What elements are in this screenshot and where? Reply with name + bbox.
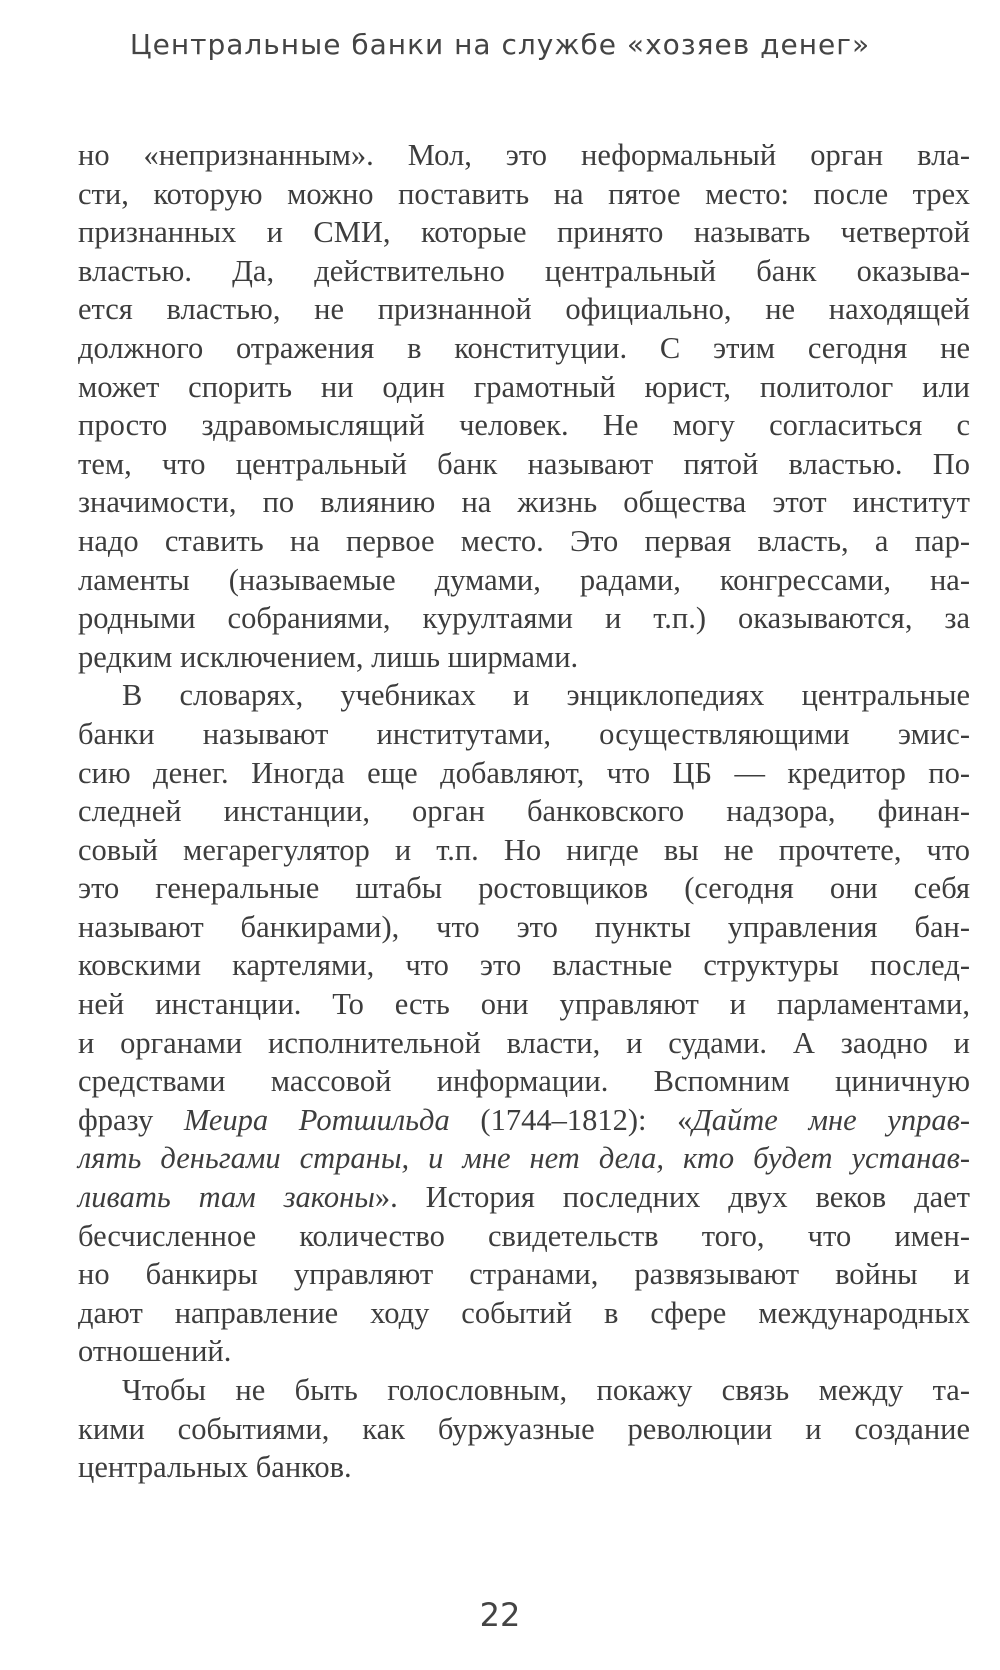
text-line: В словарях, учебниках и энциклопедиях центральные — [122, 678, 970, 713]
quoted-person-name: Меира Ротшильда — [183, 1102, 450, 1137]
paragraph-2 — [78, 676, 970, 1371]
text-line: но «непризнанным». Мол, это неформальный орган вла- — [78, 138, 970, 172]
text-line: признанных и СМИ, которые принято называть четвертой — [78, 215, 970, 250]
text-line: должного отражения в конституции. С этим сегодня не — [78, 330, 970, 365]
text-line: родными собраниями, курултаями и т.п.) оказываются, за — [78, 601, 970, 636]
body-text — [78, 136, 970, 1487]
text-line: это генеральные штабы ростовщиков (сегодня они себя — [78, 871, 970, 906]
text-line: тем, что центральный банк называют пятой властью. По — [78, 446, 970, 481]
running-header: Центральные банки на службе «хозяев денег» — [129, 28, 871, 61]
text-line: совый мегарегулятор и т.п. Но нигде вы не прочтете, что — [78, 832, 970, 867]
text-line: но банкиры управляют странами, развязывают войны и — [78, 1257, 970, 1292]
text-line: и органами исполнительной власти, и судами. А заодно и — [78, 1025, 970, 1060]
text-line: властью. Да, действительно центральный банк оказыва- — [78, 253, 970, 288]
paragraph-3 — [78, 1371, 970, 1487]
quote-text: Дайте мне управ- — [692, 1102, 970, 1137]
text-line-quote-end — [78, 1178, 970, 1217]
quote-lead-text: фразу — [78, 1102, 184, 1137]
text-line: ламенты (называемые думами, радами, конгрессами, на- — [78, 562, 970, 597]
text-line: банки называют институтами, осуществляющими эмис- — [78, 716, 970, 751]
text-line: ется властью, не признанной официально, не находящей — [78, 292, 970, 327]
text-line: средствами массовой информации. Вспомним циничную — [78, 1064, 970, 1099]
text-line: бесчисленное количество свидетельств того, что имен- — [78, 1218, 970, 1253]
text-line: просто здравомыслящий человек. Не могу согласиться с — [78, 408, 970, 443]
text-line: отношений. — [78, 1334, 232, 1369]
text-line: может спорить ни один грамотный юрист, политолог или — [78, 369, 970, 404]
text-line: сию денег. Иногда еще добавляют, что ЦБ — кредитор по- — [78, 755, 970, 790]
text-line: дают направление ходу событий в сфере международных — [78, 1295, 970, 1330]
quote-text: ливать там законы — [78, 1180, 375, 1215]
quote-text: лять деньгами страны, и мне нет дела, кто будет устанав- — [78, 1141, 970, 1176]
text-line: надо ставить на первое место. Это первая власть, а пар- — [78, 523, 970, 558]
text-line-quote-start — [78, 1101, 970, 1140]
quote-trail-text: ». История последних двух веков дает — [374, 1180, 970, 1215]
text-line: следней инстанции, орган банковского надзора, финан- — [78, 794, 970, 829]
text-line-quote — [78, 1139, 970, 1178]
text-line: сти, которую можно поставить на пятое место: после трех — [78, 176, 970, 211]
text-line: редким исключением, лишь ширмами. — [78, 639, 579, 674]
text-line: называют банкирами), что это пункты управления бан- — [78, 909, 970, 944]
text-line: ней инстанции. То есть они управляют и парламентами, — [78, 987, 970, 1022]
text-line: значимости, по влиянию на жизнь общества этот институт — [78, 485, 970, 520]
text-line: ковскими картелями, что это властные структуры послед- — [78, 948, 970, 983]
quoted-person-years: (1744–1812): « — [449, 1102, 693, 1137]
page-number: 22 — [479, 1596, 521, 1634]
text-line: центральных банков. — [78, 1450, 352, 1485]
text-line: кими событиями, как буржуазные революции и создание — [78, 1411, 970, 1446]
paragraph-1 — [78, 136, 970, 676]
text-line: Чтобы не быть голословным, покажу связь между та- — [122, 1373, 970, 1407]
